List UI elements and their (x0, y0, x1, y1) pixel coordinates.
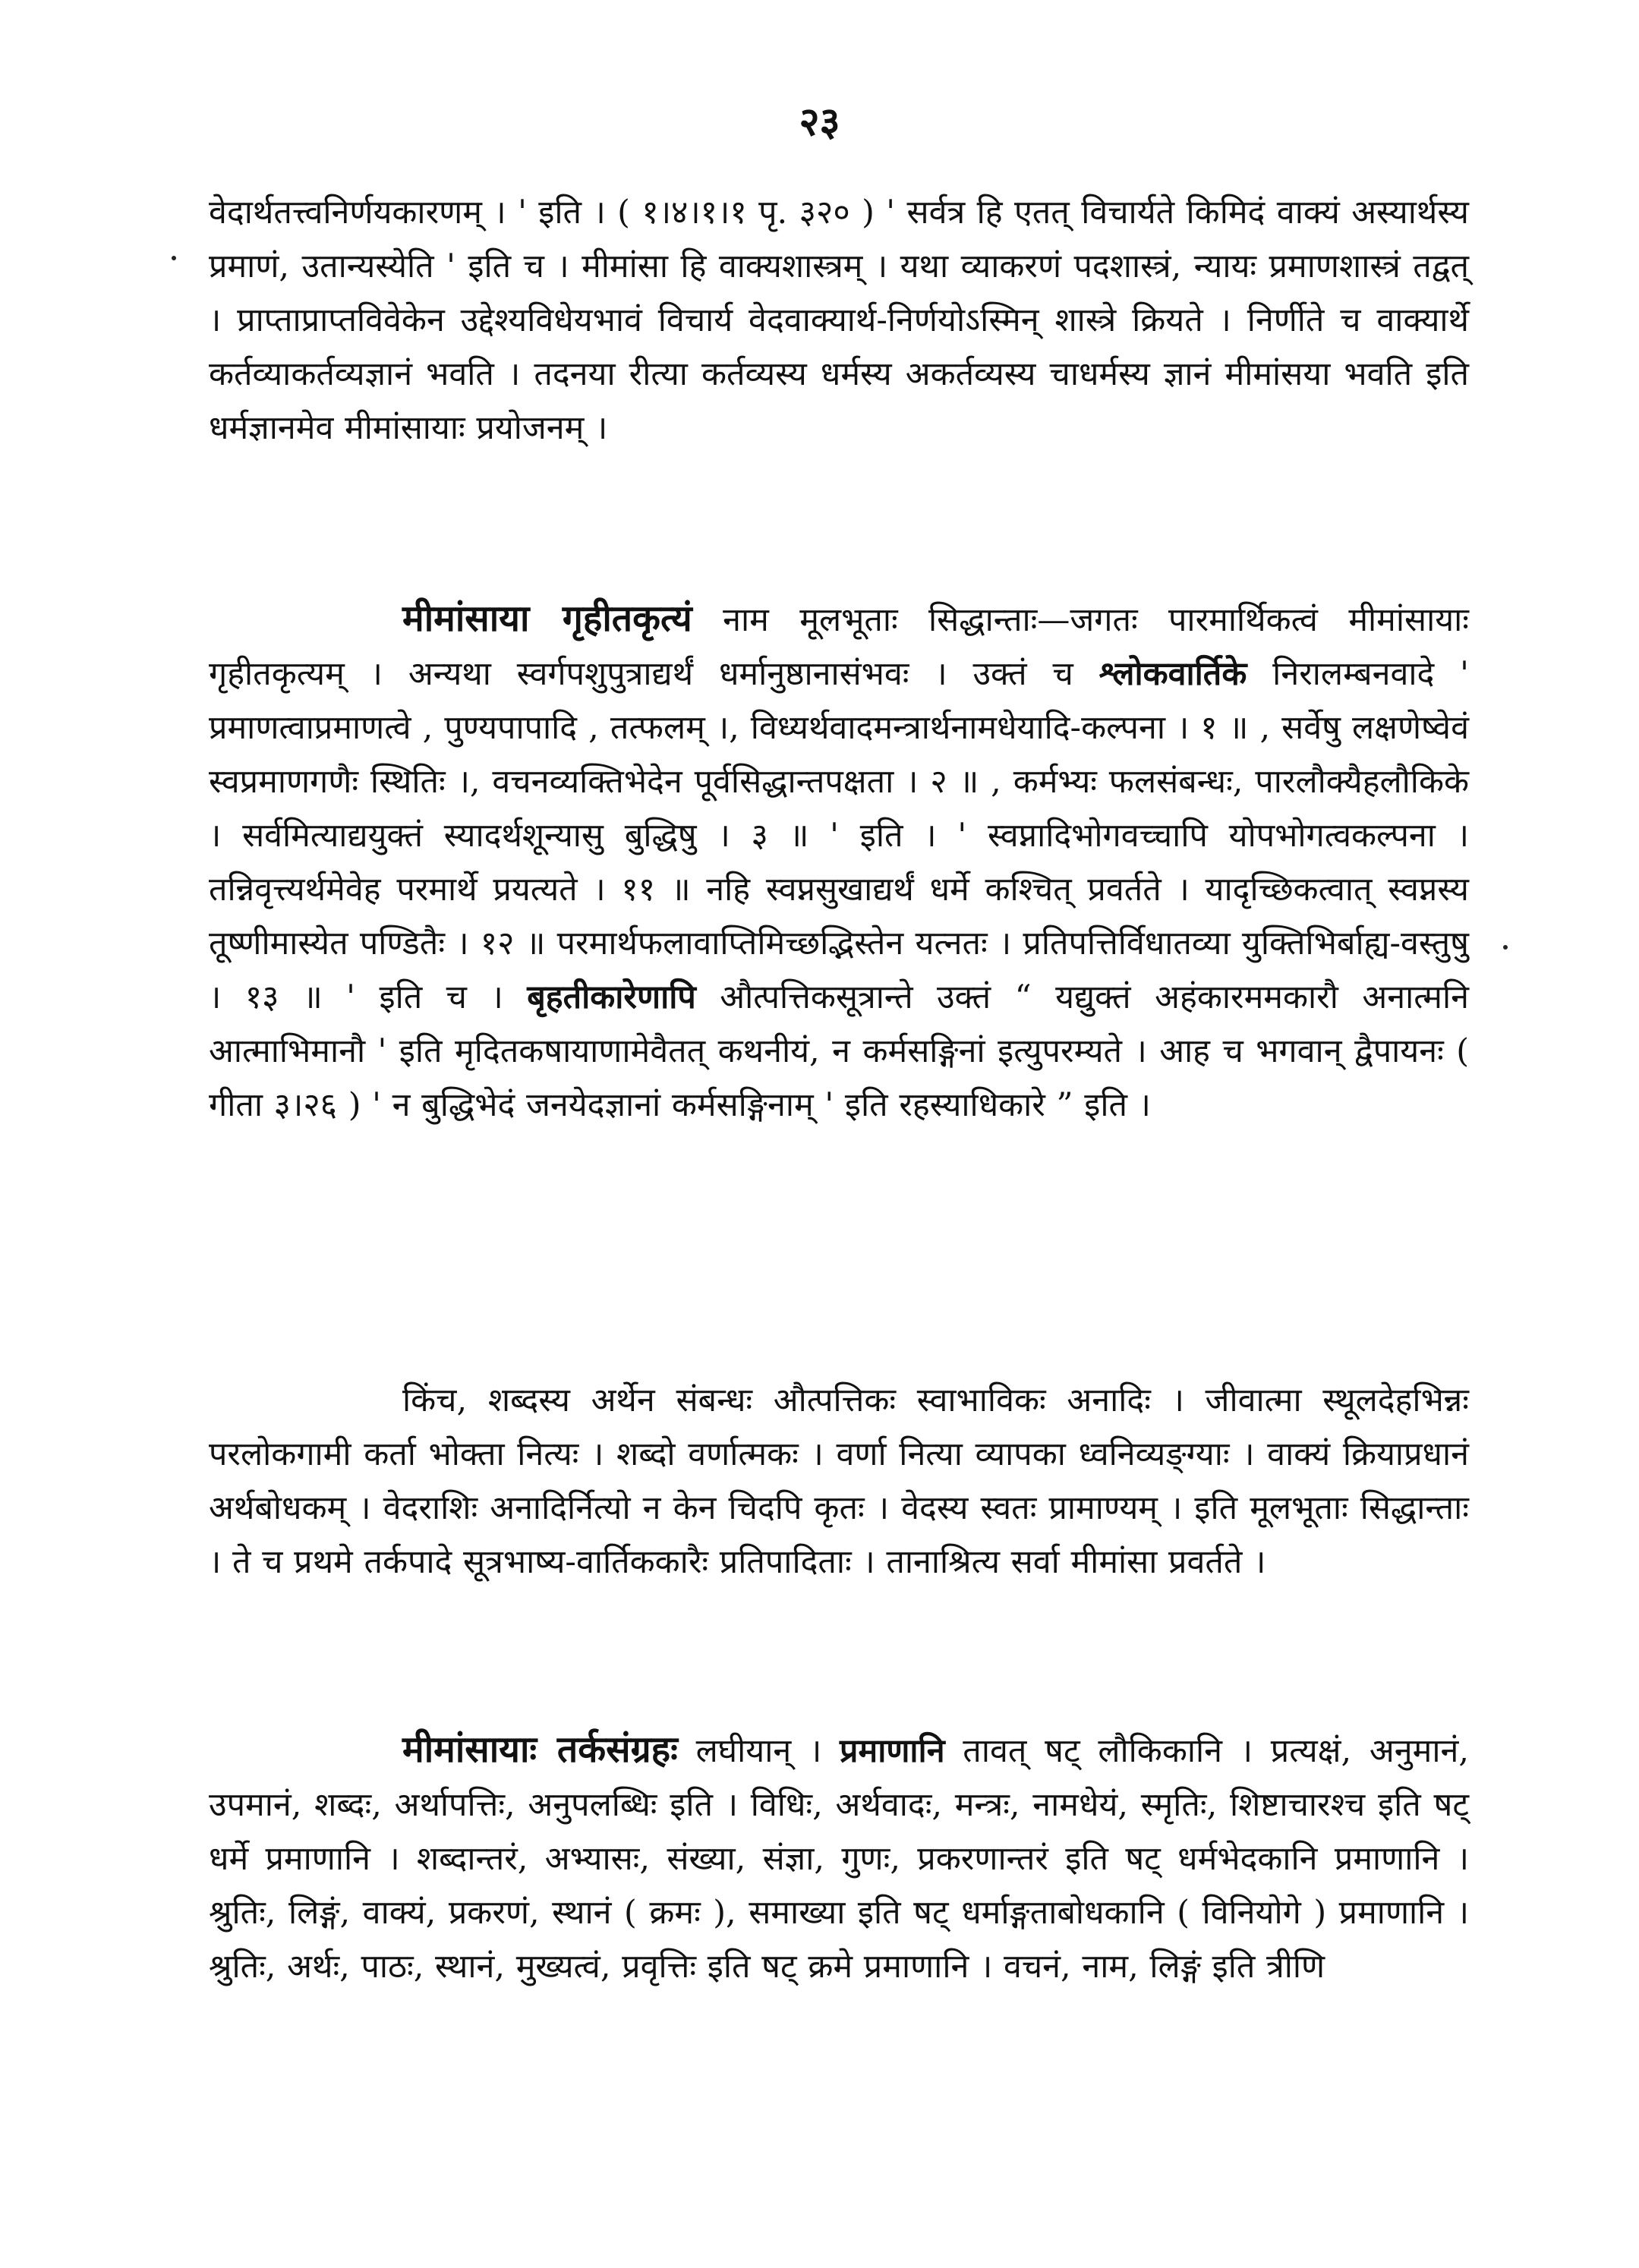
text-segment: किंच, शब्दस्य अर्थेन संबन्धः औत्पत्तिकः स्वाभाविकः अनादिः । जीवात्मा स्थूलदेहभिन्नः परलोकगामी कर्ता भोक्ता नित्यः । शब्दो वर्णात्मकः । वर्णा नित्या व्यापका ध्वनिव्यङ्ग्याः । वाक्यं क्रियाप्रधानं अर्थबोधकम् । वेदराशिः अनादिर्नित्यो न केन चिदपि कृतः । वेदस्य स्वतः प्रामाण्यम् । इति मूलभूताः सिद्धान्ताः । ते च प्रथमे तर्कपादे सूत्रभाष्य-वार्तिककारैः प्रतिपादिताः । तानाश्रित्य सर्वा मीमांसा प्रवर्तते । (209, 1381, 1469, 1581)
paragraph-text (209, 592, 1469, 1132)
page-number: २३ (799, 99, 840, 145)
text-segment: औत्पत्तिकसूत्रान्ते उक्तं “ यद्युक्तं अहंकारममकारौ अनात्मनि आत्माभिमानौ ' इति मृदितकषायाणामेवैतत् कथनीयं, न कर्मसङ्गिनां इत्युपरम्यते । आह च भगवान् द्वैपायनः ( गीता ३।२६ ) ' न बुद्धिभेदं जनयेदज्ञानां कर्मसङ्गिनाम् ' इति रहस्याधिकारे ” इति । (209, 978, 1470, 1124)
paragraph-4 (209, 1723, 1469, 1994)
paragraph-text (209, 1374, 1469, 1589)
bold-term: बृहतीकारेणापि (527, 978, 696, 1016)
text-segment: तावत् षट् लौकिकानि । प्रत्यक्षं, अनुमानं, उपमानं, शब्दः, अर्थापत्तिः, अनुपलब्धिः इति । विधिः, अर्थवादः, मन्त्रः, नामधेयं, स्मृतिः, शिष्टाचारश्च इति षट् धर्मे प्रमाणानि । शब्दान्तरं, अभ्यासः, संख्या, संज्ञा, गुणः, प्रकरणान्तरं इति षट् धर्मभेदकानि प्रमाणानि । श्रुतिः, लिङ्गं, वाक्यं, प्रकरणं, स्थानं ( क्रमः ), समाख्या इति षट् धर्माङ्गताबोधकानि ( विनियोगे ) प्रमाणानि । श्रुतिः, अर्थः, पाठः, स्थानं, मुख्यत्वं, प्रवृत्तिः इति षट् क्रमे प्रमाणानि । वचनं, नाम, लिङ्गं इति त्रीणि (209, 1732, 1469, 1986)
paragraph-2 (209, 592, 1469, 1132)
bold-term: प्रमाणानि (840, 1732, 945, 1770)
margin-dot (1503, 945, 1508, 950)
paragraph-text (209, 1723, 1469, 1994)
text-segment: निरालम्बनवादे ' प्रमाणत्वाप्रमाणत्वे , पुण्यपापादि , तत्फलम् ।, विध्यर्थवादमन्त्रार्थनामधेयादि-कल्पना । १ ॥ , सर्वेषु लक्षणेष्वेवं स्वप्रमाणगणैः स्थितिः ।, वचनव्यक्तिभेदेन पूर्वसिद्धान्तपक्षता । २ ॥ , कर्मभ्यः फलसंबन्धः, पारलौक्यैहलौकिके । सर्वमित्याद्ययुक्तं स्यादर्थशून्यासु बुद्धिषु । ३ ॥ ' इति । ' स्वप्नादिभोगवच्चापि योपभोगत्वकल्पना । तन्निवृत्त्यर्थमेवेह परमार्थे प्रयत्यते । ११ ॥ नहि स्वप्नसुखाद्यर्थं धर्मे कश्चित् प्रवर्तते । यादृच्छिकत्वात् स्वप्नस्य तूष्णीमास्येत पण्डितैः । १२ ॥ परमार्थफलावाप्तिमिच्छद्भिस्तेन यत्नतः । प्रतिपत्तिर्विधातव्या युक्तिभिर्बाह्य-वस्तुषु । १३ ॥ ' इति च । (209, 655, 1470, 1016)
paragraph-3 (209, 1374, 1469, 1589)
text-segment: वेदार्थतत्त्वनिर्णयकारणम् । ' इति । ( १।४।१।१ पृ. ३२० ) ' सर्वत्र हि एतत् विचार्यते किमिदं वाक्यं अस्यार्थस्य प्रमाणं, उतान्यस्येति ' इति च । मीमांसा हि वाक्यशास्त्रम् । यथा व्याकरणं पदशास्त्रं, न्यायः प्रमाणशास्त्रं तद्वत् । प्राप्ताप्राप्तविवेकेन उद्देश्यविधेयभावं विचार्य वेदवाक्यार्थ-निर्णयोऽस्मिन् शास्त्रे क्रियते । निर्णीते च वाक्यार्थे कर्तव्याकर्तव्यज्ञानं भवति । तदनया रीत्या कर्तव्यस्य धर्मस्य अकर्तव्यस्य चाधर्मस्य ज्ञानं मीमांसया भवति इति धर्मज्ञानमेव मीमांसायाः प्रयोजनम् । (209, 194, 1469, 447)
bold-term: श्लोकवार्तिके (1098, 655, 1247, 693)
margin-dot (172, 256, 176, 260)
section-heading-inline: मीमांसाया गृहीतकृत्यं (402, 597, 692, 640)
text-segment: लघीयान् । (677, 1732, 840, 1770)
paragraph-text (209, 186, 1469, 455)
paragraph-1 (209, 186, 1469, 455)
section-heading-inline: मीमांसायाः तर्कसंग्रहः (402, 1728, 678, 1771)
text-segment: नाम मूलभूताः सिद्धान्ताः—जगतः पारमार्थिकत्वं मीमांसायाः गृहीतकृत्यम् । अन्यथा स्वर्गपशुपुत्राद्यर्थं धर्मानुष्ठानासंभवः । उक्तं च (209, 601, 1469, 693)
